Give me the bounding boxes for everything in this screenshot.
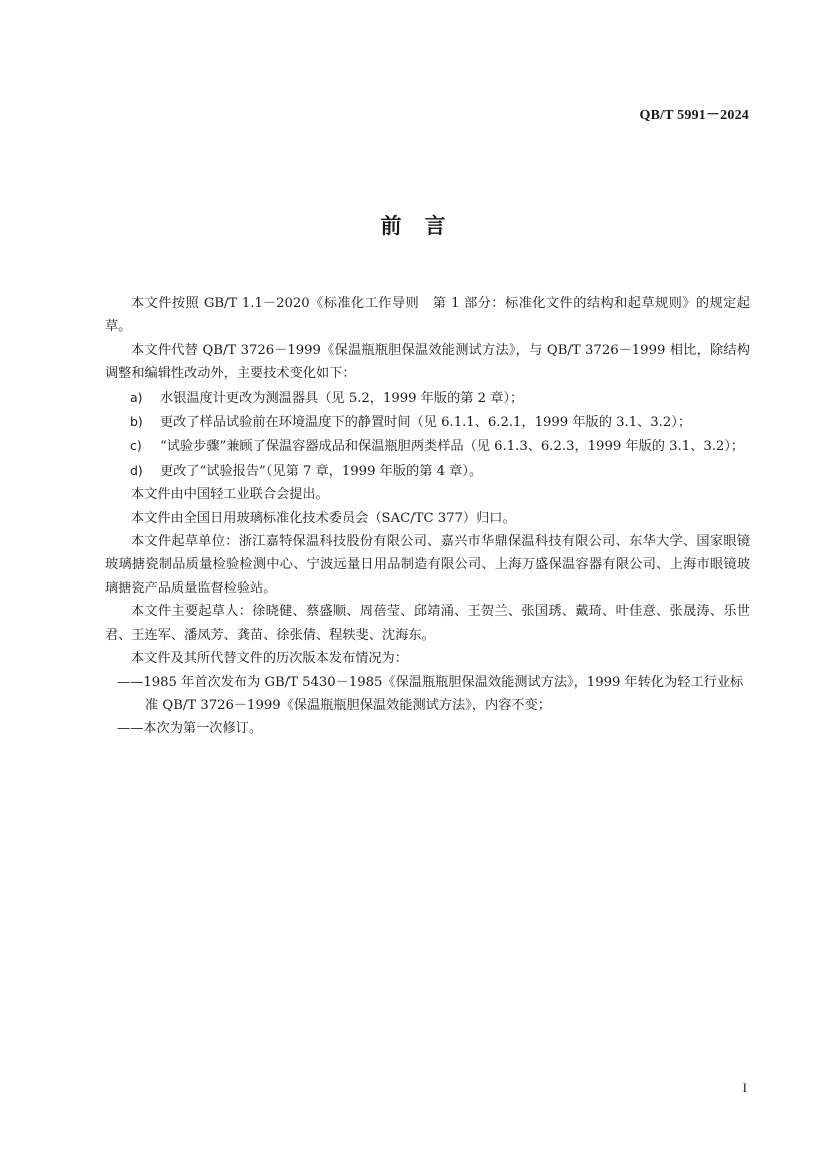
paragraph-drafting-units: 本文件起草单位：浙江嘉特保温科技股份有限公司、嘉兴市华鼎保温科技有限公司、东华大学、国家眼镜玻璃搪瓷制品质量检验检测中心、宁波远量日用品制造有限公司、上海万盛保温容器有限公司、上海市眼镜玻璃搪瓷产品质量监督检验站。 [105,534,750,596]
list-item [105,386,750,410]
list-marker: d) [130,462,143,478]
list-item-text: 更改了样品试验前在环境温度下的静置时间（见 6.1.1、6.2.1，1999 年版的 3.1、3.2）； [160,415,692,431]
page-number: I [742,1080,747,1095]
foreword-body [105,292,750,741]
list-item [105,410,750,434]
paragraph-committee: 本文件由全国日用玻璃标准化技术委员会（SAC/TC 377）归口。 [131,510,516,526]
paragraph-drafting-rules: 本文件按照 GB/T 1.1－2020《标准化工作导则 第 1 部分：标准化文件的结构和起草规则》的规定起草。 [105,296,750,335]
list-item-text: 水银温度计更改为测温器具（见 5.2，1999 年版的第 2 章）； [160,390,524,406]
list-marker: c) [130,438,142,454]
history-item: ——本次为第一次修订。 [117,721,263,737]
list-item-text: 更改了“试验报告”（见第 7 章，1999 年版的第 4 章）。 [160,463,483,479]
list-marker: b) [130,414,143,430]
paragraph-history-intro: 本文件及其所代替文件的历次版本发布情况为： [131,651,408,667]
list-item-text: “试验步骤”兼顾了保温容器成品和保温瓶胆两类样品（见 6.1.3、6.2.3，1999 年版的 3.1、3.2）； [160,439,745,455]
list-item [105,434,750,458]
paragraph-drafters: 本文件主要起草人：徐晓健、蔡盛顺、周蓓莹、邱靖涌、王贺兰、张国琇、戴琦、叶佳意、张晟涛、乐世君、王连军、潘凤芳、龚苗、徐张倩、程轶斐、沈海东。 [105,604,750,643]
standard-code: QB/T 5991－2024 [639,108,749,123]
page-title: 前 言 [380,214,447,238]
paragraph-replacement: 本文件代替 QB/T 3726－1999《保温瓶瓶胆保温效能测试方法》，与 QB/T 3726－1999 相比，除结构调整和编辑性改动外，主要技术变化如下： [105,342,750,382]
history-item: ——1985 年首次发布为 GB/T 5430－1985《保温瓶瓶胆保温效能测试方法》，1999 年转化为轻工行业标准 QB/T 3726－1999《保温瓶瓶胆保温效能测试方法》，内容不变； [117,674,744,713]
list-item [105,459,750,483]
list-marker: a) [130,389,143,405]
paragraph-proposer: 本文件由中国轻工业联合会提出。 [131,487,329,503]
